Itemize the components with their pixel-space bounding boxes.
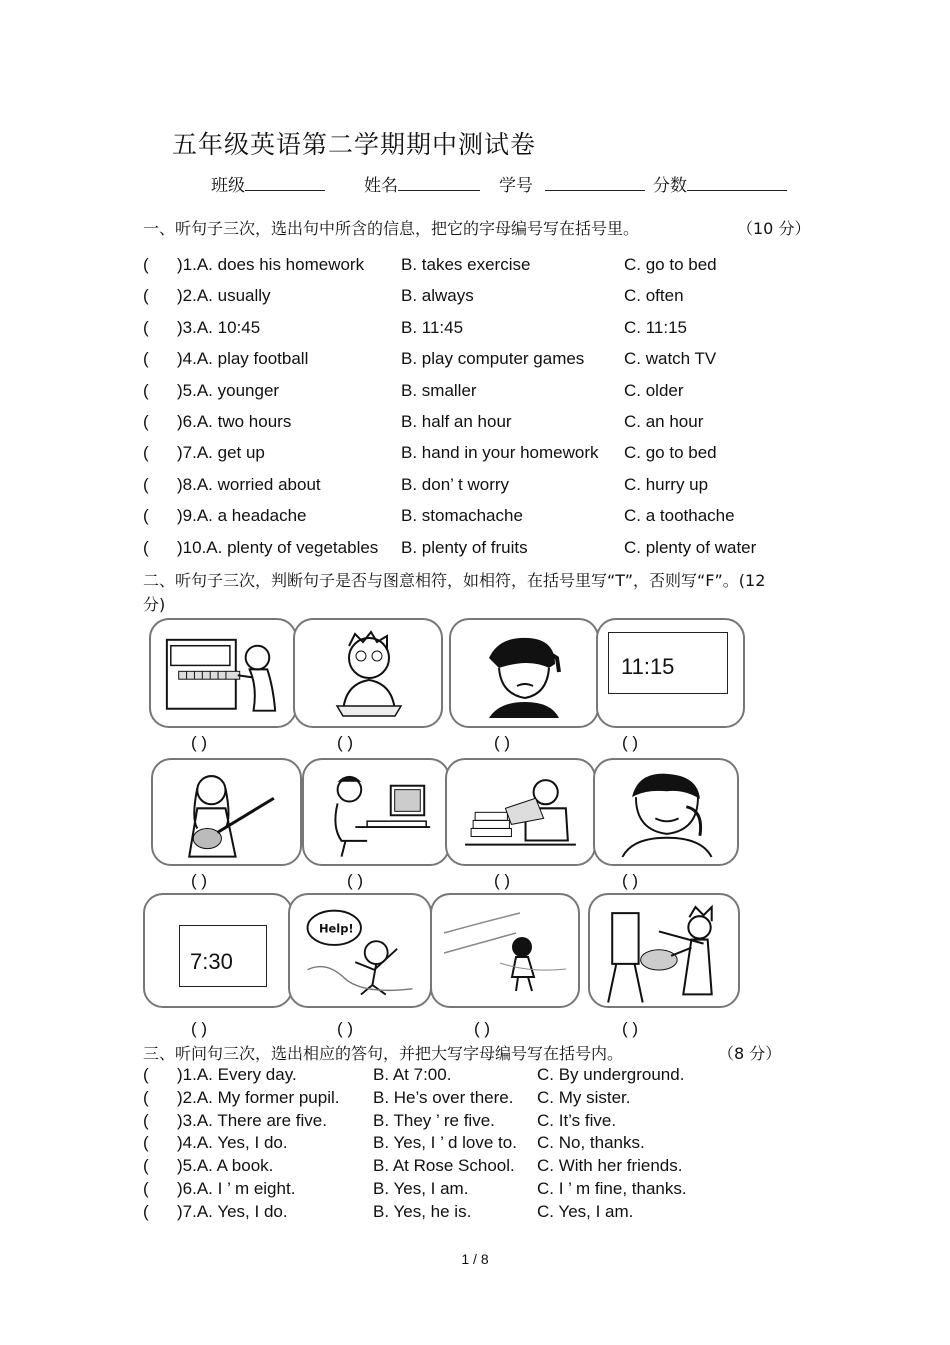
class-blank[interactable]	[245, 174, 325, 191]
number-field	[499, 171, 645, 196]
answer-paren-open[interactable]: (	[143, 317, 149, 337]
question-option-c: C. No, thanks.	[537, 1133, 645, 1153]
answer-paren[interactable]: ( )	[337, 733, 354, 752]
question-option-b: B. takes exercise	[401, 255, 531, 274]
question-option-c: C. My sister.	[537, 1087, 631, 1107]
picture-clock-730	[143, 893, 293, 1008]
answer-paren-open[interactable]: (	[143, 1201, 149, 1221]
page-number: 1 / 8	[461, 1251, 489, 1267]
windy-girl-image	[440, 903, 570, 1001]
picture-headache	[449, 618, 599, 728]
piano-player-image	[159, 628, 287, 719]
picture-painter	[588, 893, 740, 1008]
answer-paren[interactable]: ( )	[494, 871, 511, 890]
answer-paren-open[interactable]: (	[143, 443, 149, 463]
question-option-c: C. hurry up	[624, 474, 709, 494]
question-option-b: B. They ’ re five.	[373, 1110, 495, 1130]
question-option-a: )2.A. usually	[177, 286, 271, 306]
question-option-a: )1.A. does his homework	[177, 255, 365, 274]
picture-piano	[149, 618, 297, 728]
question-option-b: B. At Rose School.	[373, 1156, 515, 1176]
headache-boy-image	[459, 628, 589, 720]
answer-paren[interactable]: ( )	[337, 1019, 354, 1038]
question-option-a: )3.A. 10:45	[177, 317, 261, 337]
answer-paren[interactable]: ( )	[622, 1019, 639, 1038]
answer-paren[interactable]: ( )	[622, 733, 639, 752]
question-option-c: C. I ’ m fine, thanks.	[537, 1179, 687, 1198]
section3-points: （8 分）	[718, 1044, 782, 1063]
question-option-a: )1.A. Every day.	[177, 1065, 297, 1084]
answer-paren-open[interactable]: (	[143, 1133, 149, 1153]
question-option-b: B. At 7:00.	[373, 1065, 452, 1084]
answer-paren-open[interactable]: (	[143, 1156, 149, 1176]
score-label: 分数	[653, 176, 687, 196]
question-option-b: B. smaller	[401, 380, 477, 400]
picture-toothache	[593, 758, 739, 866]
question-option-a: )4.A. play football	[177, 349, 309, 369]
section1-heading: 一、听句子三次，选出句中所含的信息，把它的字母编号写在括号里。	[143, 219, 640, 238]
toothache-boy-image	[603, 768, 729, 857]
question-option-a: )2.A. My former pupil.	[177, 1087, 340, 1107]
answer-paren-open[interactable]: (	[143, 506, 149, 526]
question-option-b: B. always	[401, 286, 474, 306]
picture-reading-boy	[293, 618, 443, 728]
question-option-b: B. plenty of fruits	[401, 537, 528, 557]
question-option-a: )6.A. two hours	[177, 412, 292, 431]
question-option-c: C. plenty of water	[624, 537, 757, 557]
answer-paren-open[interactable]: (	[143, 537, 149, 557]
question-option-c: C. By underground.	[537, 1065, 685, 1084]
speech-bubble-text: Help!	[318, 921, 354, 936]
question-option-b: B. don’ t worry	[401, 474, 510, 494]
question-option-a: )10.A. plenty of vegetables	[177, 537, 379, 557]
section2-heading-line2: 分)	[143, 595, 166, 614]
class-label: 班级	[211, 176, 245, 196]
question-option-b: B. Yes, I am.	[373, 1179, 469, 1198]
class-field	[211, 171, 325, 196]
answer-paren[interactable]: ( )	[191, 871, 208, 890]
name-blank[interactable]	[398, 174, 480, 191]
question-option-c: C. With her friends.	[537, 1156, 683, 1176]
reading-boy-image	[303, 628, 433, 720]
question-option-c: C. go to bed	[624, 255, 717, 274]
question-option-b: B. He’s over there.	[373, 1087, 514, 1107]
question-option-c: C. older	[624, 380, 684, 400]
help-boy-image	[298, 903, 422, 996]
question-option-c: C. go to bed	[624, 443, 717, 463]
question-option-a: )8.A. worried about	[177, 474, 321, 494]
name-field	[364, 171, 480, 196]
answer-paren-open[interactable]: (	[143, 412, 149, 431]
question-option-b: B. half an hour	[401, 412, 512, 431]
time-display-730: 7:30	[179, 925, 267, 987]
time-display-1115: 11:15	[608, 632, 728, 694]
guitar-girl-image	[161, 768, 292, 861]
question-option-c: C. often	[624, 286, 684, 306]
score-blank[interactable]	[687, 174, 787, 191]
section1-points: （10 分）	[737, 219, 811, 238]
name-label: 姓名	[364, 176, 398, 196]
question-option-a: )7.A. get up	[177, 443, 265, 463]
question-option-c: C. an hour	[624, 412, 704, 431]
answer-paren-open[interactable]: (	[143, 1087, 149, 1107]
answer-paren-open[interactable]: (	[143, 1065, 149, 1084]
number-blank[interactable]	[545, 174, 645, 191]
number-label: 学号	[499, 176, 533, 196]
score-field	[653, 171, 787, 196]
picture-help	[288, 893, 432, 1008]
answer-paren[interactable]: ( )	[347, 871, 364, 890]
answer-paren-open[interactable]: (	[143, 255, 149, 274]
question-option-a: )4.A. Yes, I do.	[177, 1133, 288, 1153]
picture-clock-1115	[596, 618, 745, 728]
answer-paren[interactable]: ( )	[622, 871, 639, 890]
picture-computer-boy	[302, 758, 450, 866]
painter-image	[598, 903, 730, 1003]
answer-paren-open[interactable]: (	[143, 286, 149, 306]
answer-paren[interactable]: ( )	[191, 1019, 208, 1038]
answer-paren-open[interactable]: (	[143, 349, 149, 369]
question-option-a: )5.A. A book.	[177, 1156, 274, 1176]
question-option-b: B. Yes, I ’ d love to.	[373, 1133, 517, 1153]
picture-tired-reader	[445, 758, 596, 866]
question-option-c: C. It’s five.	[537, 1110, 617, 1130]
question-option-c: C. Yes, I am.	[537, 1201, 634, 1221]
section3-heading: 三、听问句三次，选出相应的答句，并把大写字母编号写在括号内。	[143, 1044, 624, 1063]
answer-paren[interactable]: ( )	[474, 1019, 491, 1038]
answer-paren[interactable]: ( )	[191, 733, 208, 752]
question-option-a: )6.A. I ’ m eight.	[177, 1179, 296, 1198]
question-option-c: C. a toothache	[624, 506, 735, 526]
question-option-b: B. 11:45	[401, 317, 464, 337]
question-option-a: )5.A. younger	[177, 380, 280, 400]
answer-paren-open[interactable]: (	[143, 1179, 149, 1198]
computer-boy-image	[312, 768, 440, 859]
question-option-c: C. watch TV	[624, 349, 717, 369]
answer-paren-open[interactable]: (	[143, 474, 149, 494]
page-title: 五年级英语第二学期期中测试卷	[172, 130, 537, 159]
answer-paren-open[interactable]: (	[143, 1110, 149, 1130]
question-option-b: B. play computer games	[401, 349, 585, 369]
question-option-a: )9.A. a headache	[177, 506, 307, 526]
question-option-b: B. stomachache	[401, 506, 523, 526]
question-option-a: )7.A. Yes, I do.	[177, 1201, 288, 1221]
question-option-b: B. Yes, he is.	[373, 1201, 472, 1221]
answer-paren[interactable]: ( )	[494, 733, 511, 752]
question-option-c: C. 11:15	[624, 317, 688, 337]
section2-heading-line1: 二、听句子三次，判断句子是否与图意相符，如相符，在括号里写“T”，否则写“F”。(12	[143, 571, 766, 590]
answer-paren-open[interactable]: (	[143, 380, 149, 400]
question-option-b: B. hand in your homework	[401, 443, 599, 463]
question-option-a: )3.A. There are five.	[177, 1110, 327, 1130]
tired-reader-image	[455, 768, 586, 861]
picture-windy-girl	[430, 893, 580, 1008]
picture-guitar-girl	[151, 758, 302, 866]
